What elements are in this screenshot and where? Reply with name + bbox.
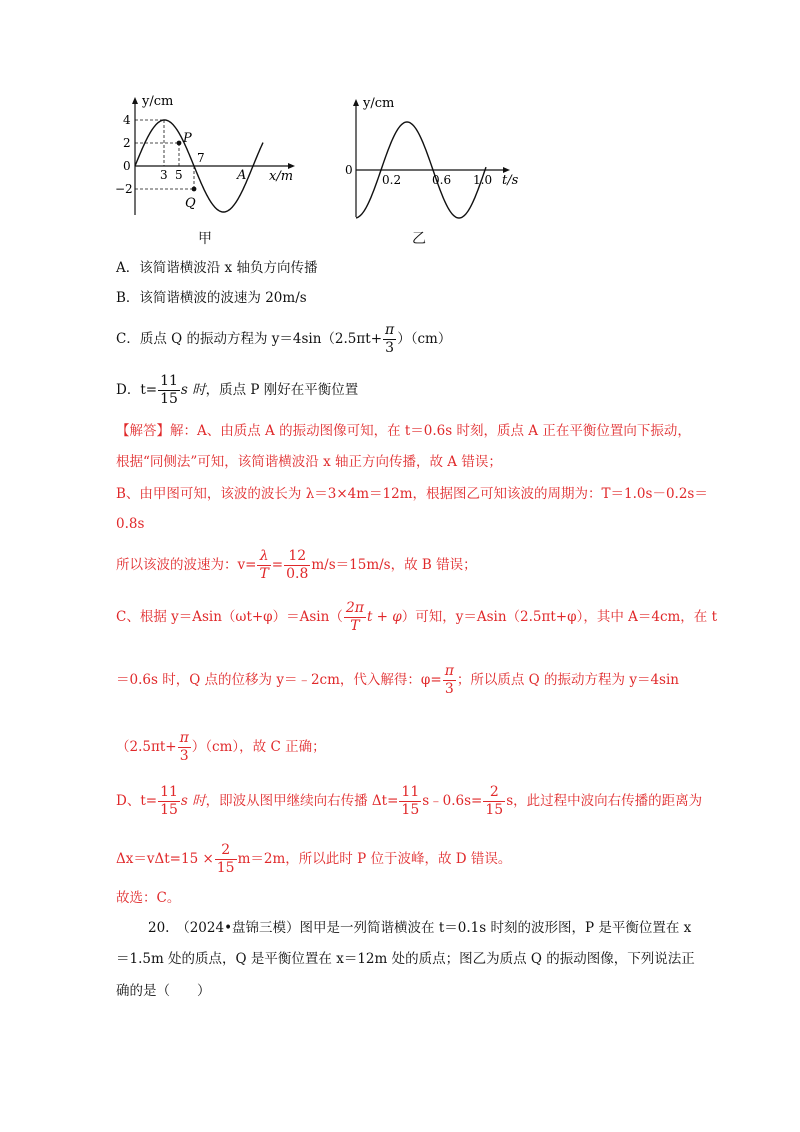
fraction-11-15: [158, 784, 180, 819]
answer-l10-post: m＝2m，所以此时 P 位于波峰，故 D 错误。: [237, 851, 512, 867]
jia-x-tick-3: 3: [160, 168, 168, 182]
jia-y-label: y/cm: [142, 94, 174, 109]
answer-line-6: [116, 600, 717, 635]
yi-t-tick-0.2: 0.2: [382, 173, 402, 187]
answer-l5-pre: 所以该波的波速为：v=: [116, 557, 257, 573]
option-c-pre: C．质点 Q 的振动方程为 y＝4sin（2.5πt+: [116, 331, 383, 347]
answer-l9-post: s，此过程中波向右传播的距离为: [506, 793, 703, 809]
answer-line-1: [116, 421, 691, 441]
option-b: B．该简谐横波的波速为 20m/s: [116, 290, 307, 306]
option-d-post: ，质点 P 刚好在平衡位置: [205, 382, 359, 398]
answer-line-4: 0.8s: [116, 516, 145, 532]
answer-l9-mid2: s﹣0.6s=: [422, 793, 483, 809]
question-20-line-2: ＝1.5m 处的质点，Q 是平衡位置在 x＝12m 处的质点；图乙为质点 Q 的振动图像，下列说法正: [116, 951, 695, 967]
fraction-lambda-t: [257, 548, 270, 583]
jia-y-tick-neg2: −2: [115, 182, 133, 196]
jia-point-p: P: [183, 131, 192, 146]
answer-l7-pre: ＝0.6s 时，Q 点的位移为 y＝﹣2cm，代入解得：φ=: [116, 672, 442, 688]
frac-den: 3: [385, 340, 395, 356]
frac-den: 3: [444, 681, 454, 697]
jia-x-label: x/m: [269, 169, 294, 184]
figure-yi-caption: 乙: [412, 231, 426, 247]
frac-num: 11: [401, 784, 420, 800]
answer-l1: 解：A、由质点 A 的振动图像可知，在 t＝0.6s 时刻，质点 A 正在平衡位置向下振动，: [170, 423, 691, 439]
answer-l7-post: ；所以质点 Q 的振动方程为 y＝4sin: [456, 672, 679, 688]
answer-l10-pre: Δx＝vΔt=: [116, 851, 181, 867]
frac-num: π: [385, 322, 395, 338]
option-d-s: s 时: [180, 382, 206, 398]
answer-l6-post: ）可知，y＝Asin（2.5πt+φ），其中 A＝4cm，在 t: [401, 609, 718, 625]
answer-conclusion: 故选：C。: [116, 890, 181, 906]
frac-num: 2π: [345, 600, 364, 616]
frac-den: 15: [216, 860, 235, 876]
frac-num: π: [179, 730, 189, 746]
answer-l8-pre: （2.5πt+: [116, 739, 177, 755]
fraction-12-0.8: [284, 548, 310, 583]
jia-point-a: A: [237, 168, 247, 183]
option-c-post: ）（cm）: [397, 331, 452, 347]
answer-l8-post: ）（cm），故 C 正确；: [191, 739, 326, 755]
jia-y-tick-2: 2: [123, 136, 131, 150]
answer-line-7: [116, 663, 679, 698]
fraction-11-15-b: [399, 784, 421, 819]
frac-den: 3: [179, 748, 189, 764]
answer-line-5: 所以该波的波速为：v= $\frac{\lambda}{T}$ = $\frac{12}{0.8}$ m/s＝15m/s，故 B 错误；: [116, 548, 477, 582]
answer-l5-post: m/s＝15m/s，故 B 错误；: [311, 557, 477, 573]
fraction-pi-3-b: [178, 730, 191, 765]
yi-t-tick-1.0: 1.0: [473, 173, 493, 187]
yi-t-tick-0.6: 0.6: [432, 173, 452, 187]
jia-point-q: Q: [185, 196, 196, 211]
frac-num: π: [444, 663, 454, 679]
frac-den: T: [350, 618, 360, 634]
yi-y-label: y/cm: [363, 96, 395, 111]
question-20-line-3: 确的是（ ）: [116, 983, 211, 999]
jia-y-tick-0: 0: [123, 159, 131, 173]
frac-num: 12: [284, 548, 310, 566]
answer-l6-pre: C、根据 y＝Asin（ωt+φ）＝Asin（: [116, 609, 343, 625]
option-c-fraction: [383, 322, 396, 357]
frac-num: 2: [215, 842, 237, 860]
option-a: A．该简谐横波沿 x 轴负方向传播: [116, 260, 318, 276]
jia-x-tick-5: 5: [175, 168, 183, 182]
frac-num: 2: [483, 784, 505, 802]
frac-den: 15: [401, 802, 420, 818]
jia-y-tick-4: 4: [123, 113, 131, 127]
fraction-2pi-t: [344, 600, 366, 635]
option-c: [116, 322, 451, 357]
option-d: [116, 373, 358, 408]
answer-l9-pre: D、t=: [116, 793, 158, 809]
frac-den: 0.8: [286, 566, 309, 582]
answer-l6-mid: t + φ: [366, 609, 402, 625]
answer-line-2: 根据“同侧法”可知，该简谐横波沿 x 轴正方向传播，故 A 错误；: [116, 454, 502, 470]
answer-line-8: [116, 730, 326, 765]
figure-jia: [115, 90, 315, 220]
fraction-2-15-b: [215, 842, 237, 877]
figure-jia-caption: 甲: [198, 231, 212, 247]
answer-line-9: [116, 784, 702, 819]
answer-line-10: [116, 842, 511, 877]
frac-den: 15: [485, 802, 504, 818]
figure-yi: [340, 92, 530, 222]
frac-num: 11: [160, 373, 178, 389]
frac-den: 15: [160, 802, 178, 818]
jia-x-tick-7: 7: [197, 151, 205, 165]
answer-l9-mid: ，即波从图甲继续向右传播 Δt=: [205, 793, 399, 809]
option-d-pre: D．t=: [116, 382, 158, 398]
answer-line-3: B、由甲图可知，该波的波长为 λ＝3×4m＝12m，根据图乙可知该波的周期为：T＝1.0s－0.2s＝: [116, 486, 708, 502]
frac-num: 11: [160, 784, 178, 800]
question-20-line-1: 20. （2024•盘锦三模）图甲是一列简谐横波在 t＝0.1s 时刻的波形图，P 是平衡位置在 x: [148, 920, 692, 936]
yi-x-label: t/s: [502, 173, 519, 188]
answer-l9-s: s 时: [180, 793, 206, 809]
fraction-2-15: [483, 784, 505, 819]
fraction-pi-3: [443, 663, 456, 698]
frac-num: λ: [257, 548, 270, 566]
option-d-fraction: [158, 373, 180, 408]
yi-origin: 0: [345, 163, 353, 177]
frac-den: 15: [160, 391, 178, 407]
frac-den: T: [259, 566, 269, 582]
answer-tag: 【解答】: [116, 423, 170, 439]
answer-l10-mid: 15 ×: [180, 851, 214, 867]
